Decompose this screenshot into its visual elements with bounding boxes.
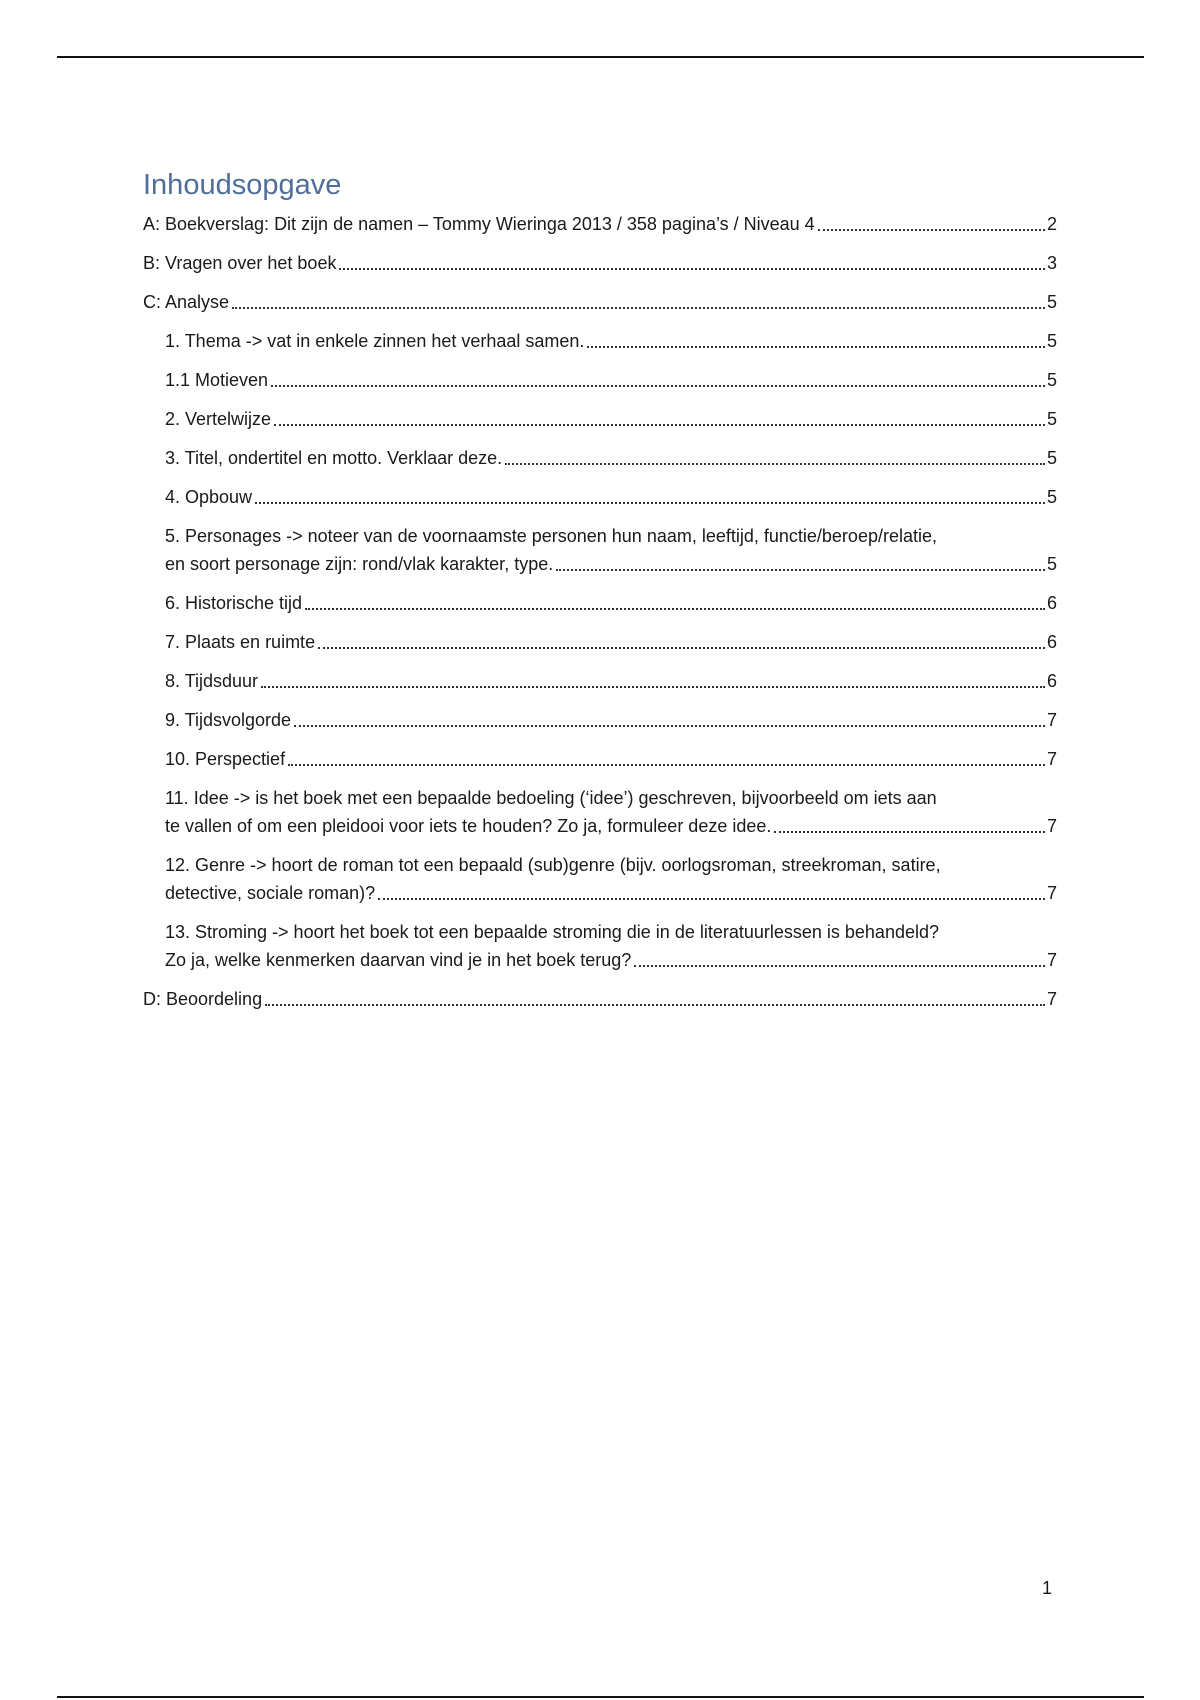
- dot-leader: [288, 764, 1045, 766]
- toc-entry-page: 5: [1046, 369, 1057, 390]
- toc-entry-page: 7: [1046, 988, 1057, 1009]
- dot-leader: [818, 229, 1045, 231]
- toc-entry[interactable]: [143, 851, 1057, 907]
- footer-rule: [57, 1696, 1144, 1698]
- toc-entry[interactable]: [143, 628, 1057, 656]
- toc-entry-text: 7. Plaats en ruimte: [165, 631, 316, 652]
- dot-leader: [318, 647, 1045, 649]
- toc-entry[interactable]: [143, 483, 1057, 511]
- toc-entry-text: 13. Stroming -> hoort het boek tot een bepaalde stroming die in de literatuurlessen is behandeld?: [165, 921, 939, 942]
- toc-entry[interactable]: [143, 288, 1057, 316]
- dot-leader: [305, 608, 1045, 610]
- toc-entry-page: 5: [1046, 291, 1057, 312]
- toc-entry[interactable]: [143, 784, 1057, 840]
- toc-entry[interactable]: [143, 327, 1057, 355]
- toc-entry-page: 2: [1046, 213, 1057, 234]
- header-rule: [57, 56, 1144, 58]
- toc-entry[interactable]: [143, 405, 1057, 433]
- dot-leader: [255, 502, 1045, 504]
- dot-leader: [587, 346, 1045, 348]
- toc-entry-text: A: Boekverslag: Dit zijn de namen – Tommy Wieringa 2013 / 358 pagina’s / Niveau 4: [143, 213, 815, 234]
- dot-leader: [378, 898, 1045, 900]
- toc-entries: [143, 210, 1057, 1013]
- toc-entry-page: 6: [1046, 670, 1057, 691]
- toc-entry[interactable]: [143, 918, 1057, 974]
- page-number: 1: [1042, 1578, 1053, 1598]
- toc-entry-text: te vallen of om een pleidooi voor iets te houden? Zo ja, formuleer deze idee.: [165, 815, 772, 836]
- toc-entry[interactable]: [143, 210, 1057, 238]
- toc-entry[interactable]: [143, 249, 1057, 277]
- toc-entry[interactable]: [143, 444, 1057, 472]
- dot-leader: [274, 424, 1045, 426]
- dot-leader: [294, 725, 1045, 727]
- table-of-contents: [143, 170, 1057, 1024]
- toc-entry-page: 5: [1046, 553, 1057, 574]
- toc-title: Inhoudsopgave: [143, 169, 342, 201]
- dot-leader: [261, 686, 1045, 688]
- toc-entry-page: 5: [1046, 330, 1057, 351]
- dot-leader: [774, 831, 1045, 833]
- toc-entry-page: 6: [1046, 592, 1057, 613]
- dot-leader: [556, 569, 1045, 571]
- toc-entry-text: 1.1 Motieven: [165, 369, 269, 390]
- toc-entry-text: B: Vragen over het boek: [143, 252, 337, 273]
- toc-entry[interactable]: [143, 667, 1057, 695]
- toc-entry-page: 7: [1046, 709, 1057, 730]
- toc-entry-text: 10. Perspectief: [165, 748, 286, 769]
- toc-entry-text: C: Analyse: [143, 291, 230, 312]
- toc-entry[interactable]: [143, 706, 1057, 734]
- toc-entry-page: 6: [1046, 631, 1057, 652]
- toc-entry-text: 4. Opbouw: [165, 486, 253, 507]
- toc-entry-text: 12. Genre -> hoort de roman tot een bepaald (sub)genre (bijv. oorlogsroman, streekroman, satire,: [165, 854, 941, 875]
- dot-leader: [634, 965, 1045, 967]
- toc-entry-text: en soort personage zijn: rond/vlak karakter, type.: [165, 553, 554, 574]
- toc-entry-page: 5: [1046, 408, 1057, 429]
- toc-entry-page: 7: [1046, 949, 1057, 970]
- toc-entry[interactable]: [143, 366, 1057, 394]
- toc-entry-text: 8. Tijdsduur: [165, 670, 259, 691]
- dot-leader: [339, 268, 1045, 270]
- toc-entry-page: 7: [1046, 882, 1057, 903]
- toc-entry[interactable]: [143, 522, 1057, 578]
- toc-entry-text: 2. Vertelwijze: [165, 408, 272, 429]
- toc-entry-text: 9. Tijdsvolgorde: [165, 709, 292, 730]
- dot-leader: [271, 385, 1045, 387]
- toc-entry-text: 3. Titel, ondertitel en motto. Verklaar deze.: [165, 447, 503, 468]
- toc-entry[interactable]: [143, 985, 1057, 1013]
- dot-leader: [265, 1004, 1045, 1006]
- toc-entry-page: 5: [1046, 486, 1057, 507]
- toc-entry-page: 3: [1046, 252, 1057, 273]
- toc-entry-text: Zo ja, welke kenmerken daarvan vind je in het boek terug?: [165, 949, 632, 970]
- toc-entry-text: D: Beoordeling: [143, 988, 263, 1009]
- toc-entry-page: 7: [1046, 748, 1057, 769]
- toc-entry[interactable]: [143, 589, 1057, 617]
- dot-leader: [505, 463, 1045, 465]
- toc-entry-text: 5. Personages -> noteer van de voornaamste personen hun naam, leeftijd, functie/beroep/relatie,: [165, 525, 937, 546]
- toc-entry[interactable]: [143, 745, 1057, 773]
- toc-entry-text: 1. Thema -> vat in enkele zinnen het verhaal samen.: [165, 330, 585, 351]
- toc-entry-text: 6. Historische tijd: [165, 592, 303, 613]
- toc-entry-page: 7: [1046, 815, 1057, 836]
- dot-leader: [232, 307, 1045, 309]
- toc-entry-text: detective, sociale roman)?: [165, 882, 376, 903]
- toc-entry-text: 11. Idee -> is het boek met een bepaalde bedoeling (‘idee’) geschreven, bijvoorbeeld om iets aan: [165, 787, 937, 808]
- toc-entry-page: 5: [1046, 447, 1057, 468]
